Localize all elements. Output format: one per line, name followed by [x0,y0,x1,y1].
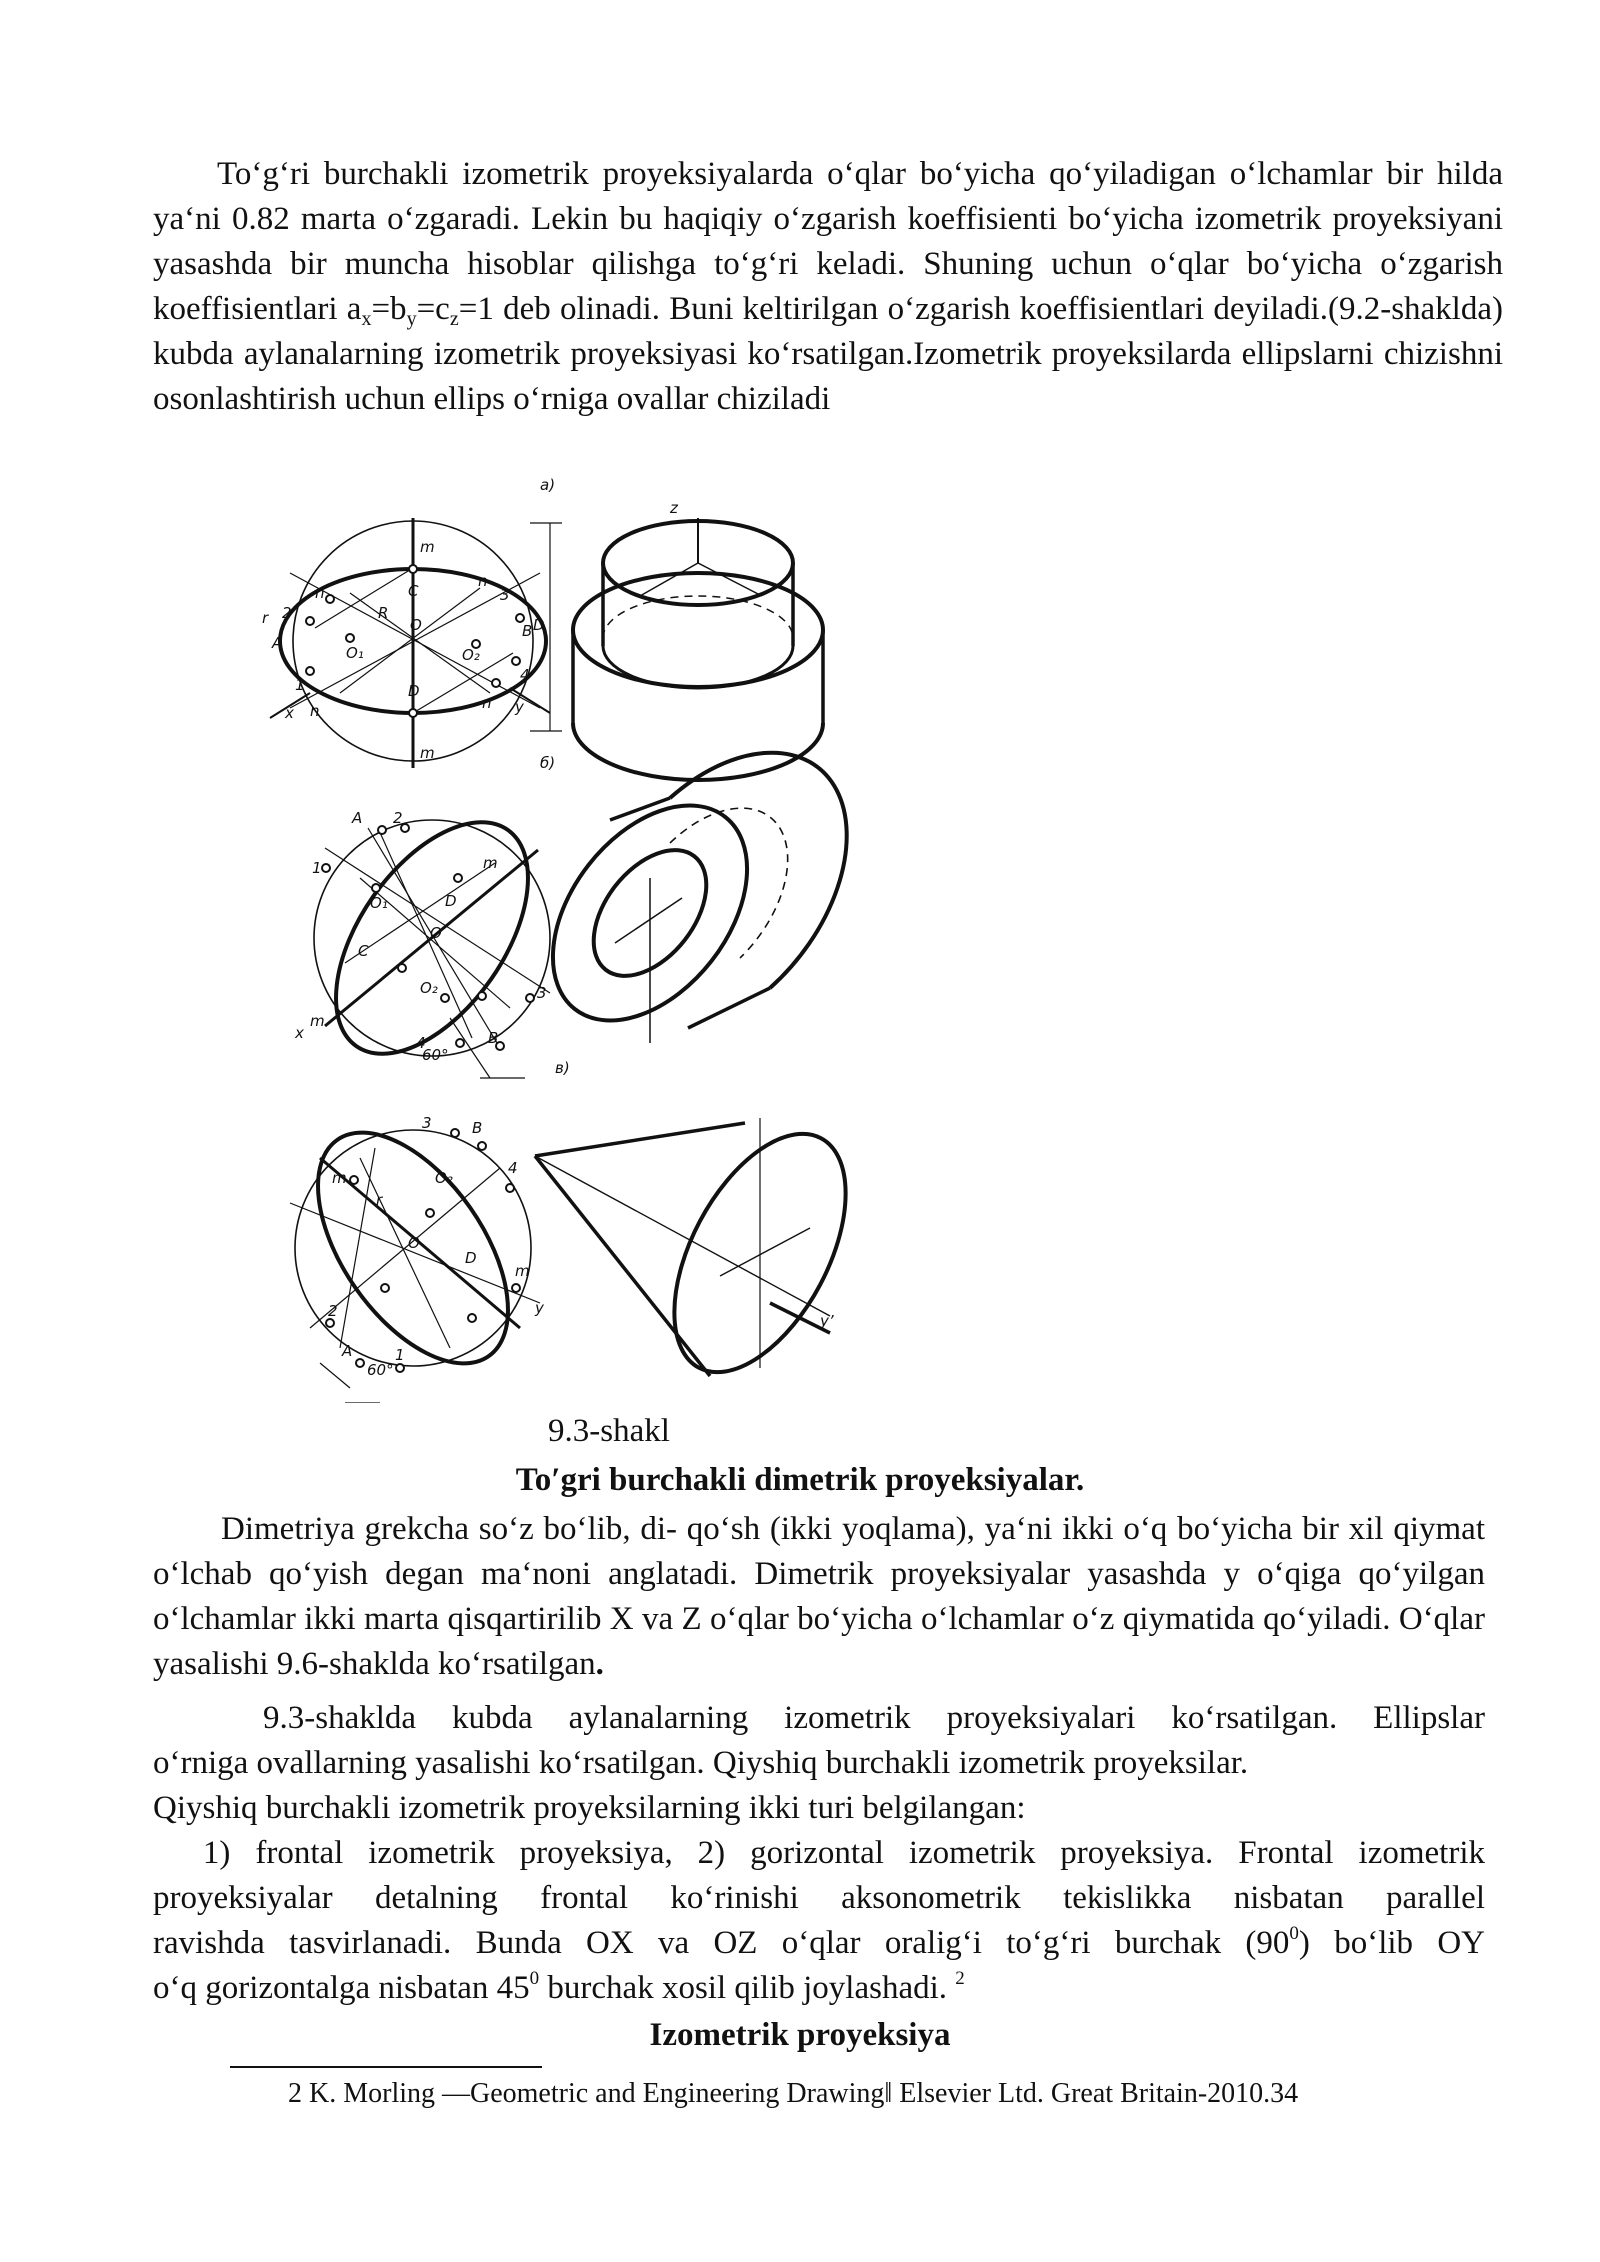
label-bot-m1: m [332,1169,347,1187]
oval-construction-top [270,518,562,768]
label-top-dim-D: D [533,616,545,634]
label-top-O2: O₂ [462,646,480,664]
paragraph-oblique-line-1: 9.3-shaklda kubda aylanalarning izometrik proyeksiyalari ko‘rsatilgan. Ellipslar [263,1700,1485,1736]
label-bot-4: 4 [508,1159,518,1177]
figure-caption: 9.3-shakl [548,1413,670,1449]
label-bot-1: 1 [395,1346,405,1364]
label-top-B: B [522,622,533,640]
label-bot-y-prime: y’ [820,1312,834,1330]
label-top-2: 2 [282,604,292,622]
label-top-R: R [378,604,389,622]
label-mid-D: D [445,892,457,910]
label-bot-m2: m [515,1262,530,1280]
label-bot-O2: O₂ [435,1169,453,1187]
figure-drawing [250,468,900,1403]
label-figure-b: б) [540,754,556,772]
label-mid-m2: m [310,1012,325,1030]
label-bot-D: D [465,1249,477,1267]
label-figure-a: a) [540,476,556,494]
paragraph-oblique-line-5: proyeksiyalar detalning frontal ko‘rinishi aksonometrik tekislikka nisbatan parallel [153,1880,1485,1916]
label-mid-O: O [430,924,442,942]
label-top-n4: n [482,694,492,712]
footnote: 2 K. Morling ―Geometric and Engineering Drawing‖ Elsevier Ltd. Great Britain-2010.34 [288,2078,1299,2109]
label-top-A: A [272,634,283,652]
paragraph-dimetry: Dimetriya grekcha so‘z bo‘lib, di- qo‘sh (ikki yoqlama), ya‘ni ikki o‘q bo‘yicha bir xil qiymat o‘lchab qo‘yish degan ma‘noni anglatadi. Dimetrik proyeksiyalar yasashda y o‘qiga qo‘yilgan o‘lchamlar ikki marta qisqartirilib X va Z o‘qlar bo‘yicha o‘lchamlar o‘z qiymatida qo‘yiladi. O‘qlar yasalishi 9.6-shaklda ko‘rsatilgan. [153,1511,1485,1682]
label-mid-m1: m [483,854,498,872]
paragraph-oblique-line-6: ravishda tasvirlanadi. Bunda OX va OZ o‘qlar oralig‘i to‘g‘ri burchak $(90^0)$ bo‘lib OY [153,1923,1485,1961]
label-mid-B: B [488,1029,499,1047]
label-top-O1: O₁ [346,644,364,662]
cone [535,1106,881,1399]
label-top-C: C [408,582,419,600]
label-bot-B: B [472,1119,483,1137]
label-top-m-top: m [420,538,435,556]
footnote-reference: 2 [955,1968,965,1989]
paragraph-oblique-line-4: 1) frontal izometrik proyeksiya, 2) gorizontal izometrik proyeksiya. Frontal izometrik [153,1835,1485,1871]
label-top-y: y [515,698,524,716]
label-bot-r: r [376,1191,383,1209]
label-bot-O: O [408,1234,420,1252]
section-heading-dimetric: To′gri burchakli dimetrik proyeksiyalar. [515,1462,1085,1498]
tube-ring [513,753,846,1057]
label-figure-v: в) [555,1059,570,1077]
label-top-D: D [408,682,420,700]
label-mid-O1: O₁ [370,894,388,912]
label-top-z: z [670,499,678,517]
label-top-x: x [285,704,294,722]
stepped-cylinder [573,518,823,780]
label-top-O: O [410,616,422,634]
label-bot-A: A [342,1342,353,1360]
label-top-3: 3 [500,586,510,604]
label-mid-4: 4 [416,1034,426,1052]
section-heading-isometric: Izometrik proyeksiya [649,2017,951,2053]
label-bot-angle: 60° [367,1361,394,1379]
label-mid-2: 2 [393,809,403,827]
paragraph-oblique [153,1696,1485,2011]
paragraph-oblique-line-2: o‘rniga ovallarning yasalishi ko‘rsatilgan. Qiyshiq burchakli izometrik proyeksilar. [153,1745,1249,1781]
label-mid-C: C [358,942,369,960]
label-mid-1: 1 [312,859,322,877]
label-bot-3: 3 [422,1114,432,1132]
paragraph-oblique-line-7: o‘q gorizontalga nisbatan $45^0$ burchak xosil qilib joylashadi. $^2$ [153,1968,965,2006]
label-bot-2: 2 [328,1302,338,1320]
label-top-n2: n [478,572,488,590]
label-top-m-bottom: m [420,744,435,762]
label-mid-angle: 60° [422,1046,449,1064]
footnote-separator [230,2066,542,2068]
label-mid-x: x [295,1024,304,1042]
label-top-1: 1 [295,676,305,694]
label-top-4: 4 [520,666,530,684]
label-mid-O2: O₂ [420,979,438,997]
label-top-r: r [262,609,269,627]
label-top-n1: n [315,584,325,602]
paragraph-coefficients: To‘g‘ri burchakli izometrik proyeksiyalarda o‘qlar bo‘yicha qo‘yiladigan o‘lchamlar bir hilda ya‘ni 0.82 marta o‘zgaradi. Lekin bu haqiqiy o‘zgarish koeffisienti bo‘yicha izometrik proyeksiyani yasashda bir muncha hisoblar qilishga to‘g‘ri keladi. Shuning uchun o‘qlar bo‘yicha o‘zgarish koeffisientlari $a_x=b_y=c_z=1$ deb olinadi. Buni keltirilgan o‘zgarish koeffisientlari deyiladi.(9.2-shaklda) kubda aylanalarning izometrik proyeksiyasi ko‘rsatilgan.Izometrik proyeksilarda ellipslarni chizishni osonlashtirish uchun ellips o‘rniga ovallar chiziladi [153,156,1503,417]
label-top-n3: n [310,702,320,720]
label-mid-3: 3 [537,984,547,1002]
figure-isometric-circles [250,468,900,1403]
label-bot-y: y [535,1299,544,1317]
label-mid-A: A [352,809,363,827]
paragraph-oblique-line-3: Qiyshiq burchakli izometrik proyeksilarning ikki turi belgilangan: [153,1790,1026,1826]
